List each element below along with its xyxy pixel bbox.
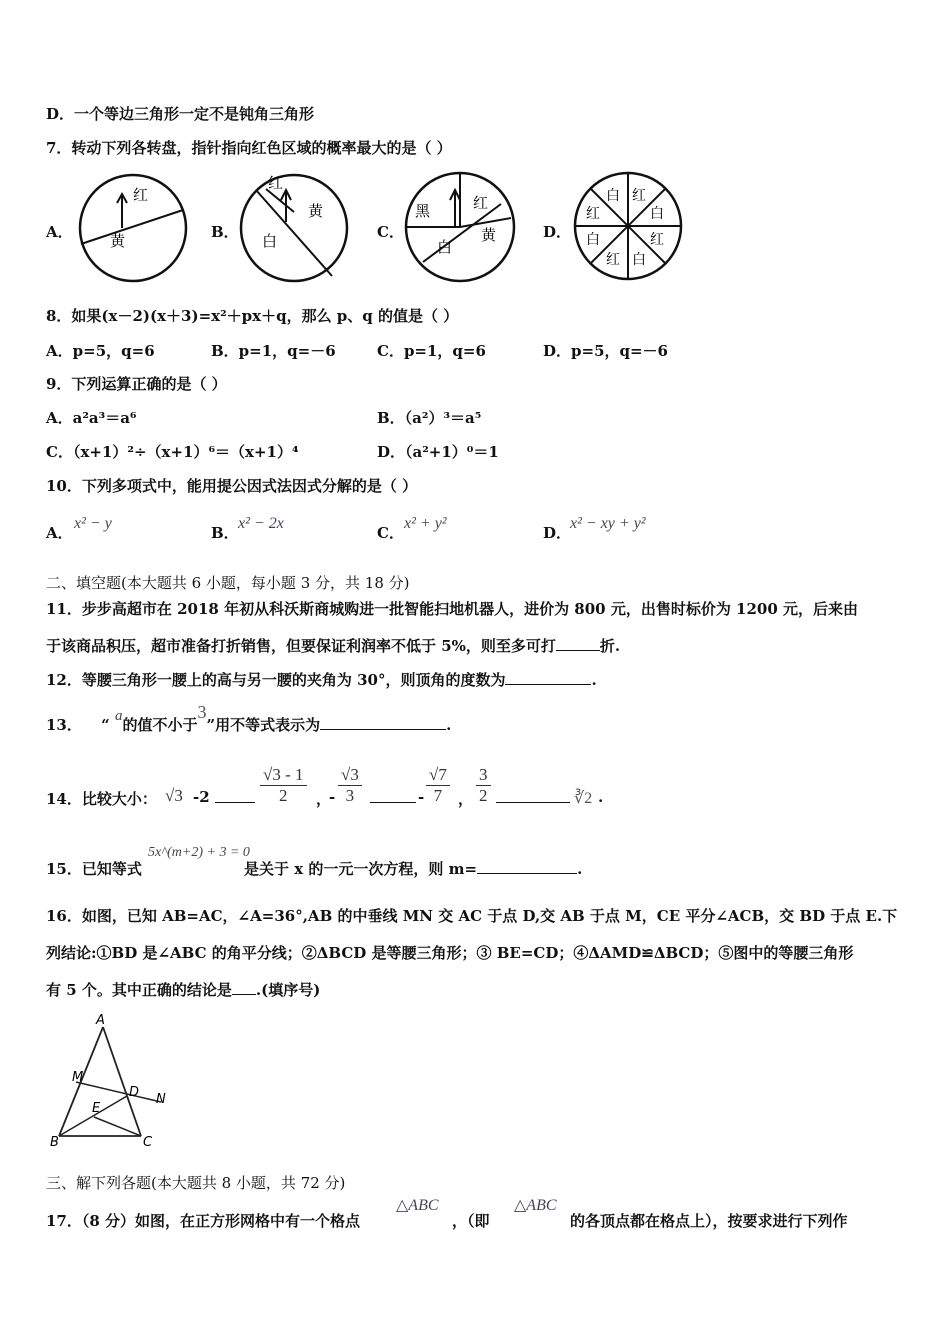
q16-end: .(填序号)	[255, 981, 321, 999]
q14-frac4	[476, 765, 491, 806]
q11-end: 折.	[599, 637, 621, 655]
fig-point-m: M	[72, 1070, 84, 1085]
q14-frac4-den: 2	[479, 786, 488, 805]
fig-point-c: C	[143, 1135, 153, 1150]
q14-comma2: ，	[458, 790, 474, 808]
q10-expr-a: x² − y	[74, 515, 112, 532]
wheel-c-label-red: 红	[473, 194, 489, 212]
q14-neg2: -	[418, 788, 425, 806]
q14-neg: -	[329, 788, 336, 806]
q15-line	[244, 858, 582, 879]
q13-open-quote: “	[101, 716, 110, 734]
q7-label-b: B．	[211, 223, 239, 241]
wheel-c-label-yellow: 黄	[481, 226, 497, 244]
wheel-c-label-white: 白	[437, 238, 453, 256]
q14-blank-1[interactable]	[215, 788, 255, 803]
q12-text: 12．等腰三角形一腰上的高与另一腰的夹角为 30°，则顶角的度数为	[46, 671, 506, 689]
wheel-d-seg: 白	[650, 206, 664, 222]
q14-end: .	[598, 788, 604, 806]
wheel-d-seg: 白	[586, 232, 600, 248]
q10-label-c: C．	[377, 524, 404, 542]
q15-mid: 是关于 x 的一元一次方程，则 m=	[244, 860, 478, 878]
wheel-d-seg: 红	[650, 232, 664, 248]
q7-label-d: D．	[543, 223, 572, 241]
q13-line	[46, 702, 452, 735]
q8-stem: 8．如果(x－2)(x＋3)=x²＋px＋q，那么 p、q 的值是（ ）	[46, 307, 459, 325]
q7-label-c: C．	[377, 223, 404, 241]
q14-minus2: -2	[193, 788, 210, 806]
fig-point-n: N	[156, 1092, 166, 1107]
q8-option-a: A．p=5，q=6	[46, 342, 155, 360]
wheel-b-label-red: 红	[268, 174, 284, 192]
q9-option-c: C．（x+1）²÷（x+1）⁶＝（x+1）⁴	[46, 443, 299, 461]
q12-end: .	[591, 671, 597, 689]
q10-label-b: B．	[211, 524, 239, 542]
q9-option-b: B．（a²）³＝a⁵	[377, 409, 482, 427]
q8-option-c: C．p=1，q=6	[377, 342, 486, 360]
q14-frac2	[338, 765, 362, 806]
q14-frac3	[426, 765, 450, 806]
q13-end: .	[446, 716, 452, 734]
q14-cbrt2: ∛2	[574, 790, 593, 807]
q17-triangle-abc: △ABC	[396, 1197, 439, 1214]
q8-option-d: D．p=5，q=－6	[543, 342, 668, 360]
q14-frac3-den: 7	[433, 786, 443, 805]
fig-point-d: D	[129, 1085, 140, 1100]
q8-option-b: B．p=1，q=－6	[211, 342, 336, 360]
q17-lead: 17．（8 分）如图，在正方形网格中有一个格点	[46, 1212, 361, 1230]
q11-line1: 11．步步高超市在 2018 年初从科沃斯商城购进一批智能扫地机器人，进价为 800 元，出售时标价为 1200 元，后来由	[46, 600, 859, 618]
wheel-b-label-yellow: 黄	[308, 202, 324, 220]
q15-lead: 15．已知等式	[46, 860, 142, 878]
fig-point-a: A	[96, 1013, 105, 1028]
wheel-d-seg: 白	[606, 188, 620, 204]
spinner-b	[238, 172, 350, 284]
wheel-d-seg: 红	[606, 252, 620, 268]
q12-line	[46, 669, 597, 690]
wheel-a-label-red: 红	[133, 186, 149, 204]
q16-text: 有 5 个。其中正确的结论是	[46, 981, 232, 999]
q10-expr-c: x² + y²	[404, 515, 447, 532]
q9-stem: 9．下列运算正确的是（ ）	[46, 375, 227, 393]
q11-line2	[46, 635, 620, 656]
spinner-d	[572, 170, 684, 282]
q13-answer-blank[interactable]	[320, 715, 446, 730]
q13-var-a: a	[114, 708, 123, 724]
q14-frac1	[260, 765, 307, 806]
q7-label-a: A．	[46, 223, 73, 241]
q14-frac4-num: 3	[476, 765, 491, 786]
q16-triangle-figure	[46, 1010, 176, 1150]
q13-mid: 的值不小于	[122, 716, 198, 734]
fig-point-b: B	[50, 1135, 59, 1150]
q9-option-a: A．a²a³＝a⁶	[46, 409, 137, 427]
q16-line1: 16．如图，已知 AB=AC，∠A=36°,AB 的中垂线 MN 交 AC 于点 D,交 AB 于点 M，CE 平分∠ACB，交 BD 于点 E.下	[46, 907, 898, 925]
q14-frac1-den: 2	[279, 786, 288, 805]
wheel-a-label-yellow: 黄	[110, 232, 126, 250]
section-3-title: 三、解下列各题(本大题共 8 小题，共 72 分)	[46, 1174, 346, 1192]
spinner-c	[403, 170, 517, 284]
wheel-b-label-white: 白	[262, 232, 278, 250]
q11-text: 于该商品积压，超市准备打折销售，但要保证利润率不低于 5%，则至多可打	[46, 637, 556, 655]
q10-label-a: A．	[46, 524, 73, 542]
q14-sqrt3: √3	[165, 786, 183, 805]
q15-answer-blank[interactable]	[477, 859, 577, 874]
section-2-title: 二、填空题(本大题共 6 小题，每小题 3 分，共 18 分)	[46, 574, 410, 592]
q17-end: 的各顶点都在格点上），按要求进行下列作	[570, 1212, 848, 1230]
wheel-d-seg: 红	[586, 206, 600, 222]
fig-point-e: E	[92, 1101, 101, 1116]
q13-num: 13．	[46, 716, 82, 734]
q10-expr-d: x² − xy + y²	[570, 515, 646, 532]
q10-expr-b: x² − 2x	[238, 515, 284, 532]
q9-option-d: D．（a²+1）⁰＝1	[377, 443, 499, 461]
q10-label-d: D．	[543, 524, 572, 542]
wheel-d-seg: 白	[632, 252, 646, 268]
q14-comma: ，	[316, 790, 332, 808]
q13-close: ”用不等式表示为	[206, 716, 321, 734]
q10-stem: 10．下列多项式中，能用提公因式法因式分解的是（ ）	[46, 477, 418, 495]
q16-answer-blank[interactable]	[232, 980, 256, 995]
q14-blank-3[interactable]	[496, 788, 570, 803]
q14-frac2-den: 3	[345, 786, 355, 805]
q14-frac3-num: √7	[426, 765, 450, 786]
q12-answer-blank[interactable]	[505, 670, 591, 685]
q17-mid: ，（即	[452, 1212, 490, 1230]
q14-frac2-num: √3	[338, 765, 362, 786]
q15-end: .	[577, 860, 583, 878]
q13-three: 3	[197, 702, 207, 722]
q14-frac1-num: √3 - 1	[260, 765, 307, 786]
q17-triangle-abc-2: △ABC	[514, 1197, 557, 1214]
wheel-d-seg: 红	[632, 188, 646, 204]
q14-lead: 14．比较大小：	[46, 790, 157, 808]
q16-line3	[46, 979, 320, 1000]
q6-option-d: D．一个等边三角形一定不是钝角三角形	[46, 105, 315, 123]
q16-line2: 列结论:①BD 是∠ABC 的角平分线；②ΔBCD 是等腰三角形；③ BE=CD；④ΔAMD≌ΔBCD；⑤图中的等腰三角形	[46, 944, 854, 962]
q11-answer-blank[interactable]	[556, 636, 600, 651]
q14-blank-2[interactable]	[370, 788, 416, 803]
q7-stem: 7．转动下列各转盘，指针指向红色区域的概率最大的是（ ）	[46, 139, 452, 157]
wheel-c-label-black: 黑	[415, 202, 431, 220]
q15-equation: 5x^(m+2) + 3 = 0	[148, 845, 250, 860]
spinner-a	[77, 172, 189, 284]
